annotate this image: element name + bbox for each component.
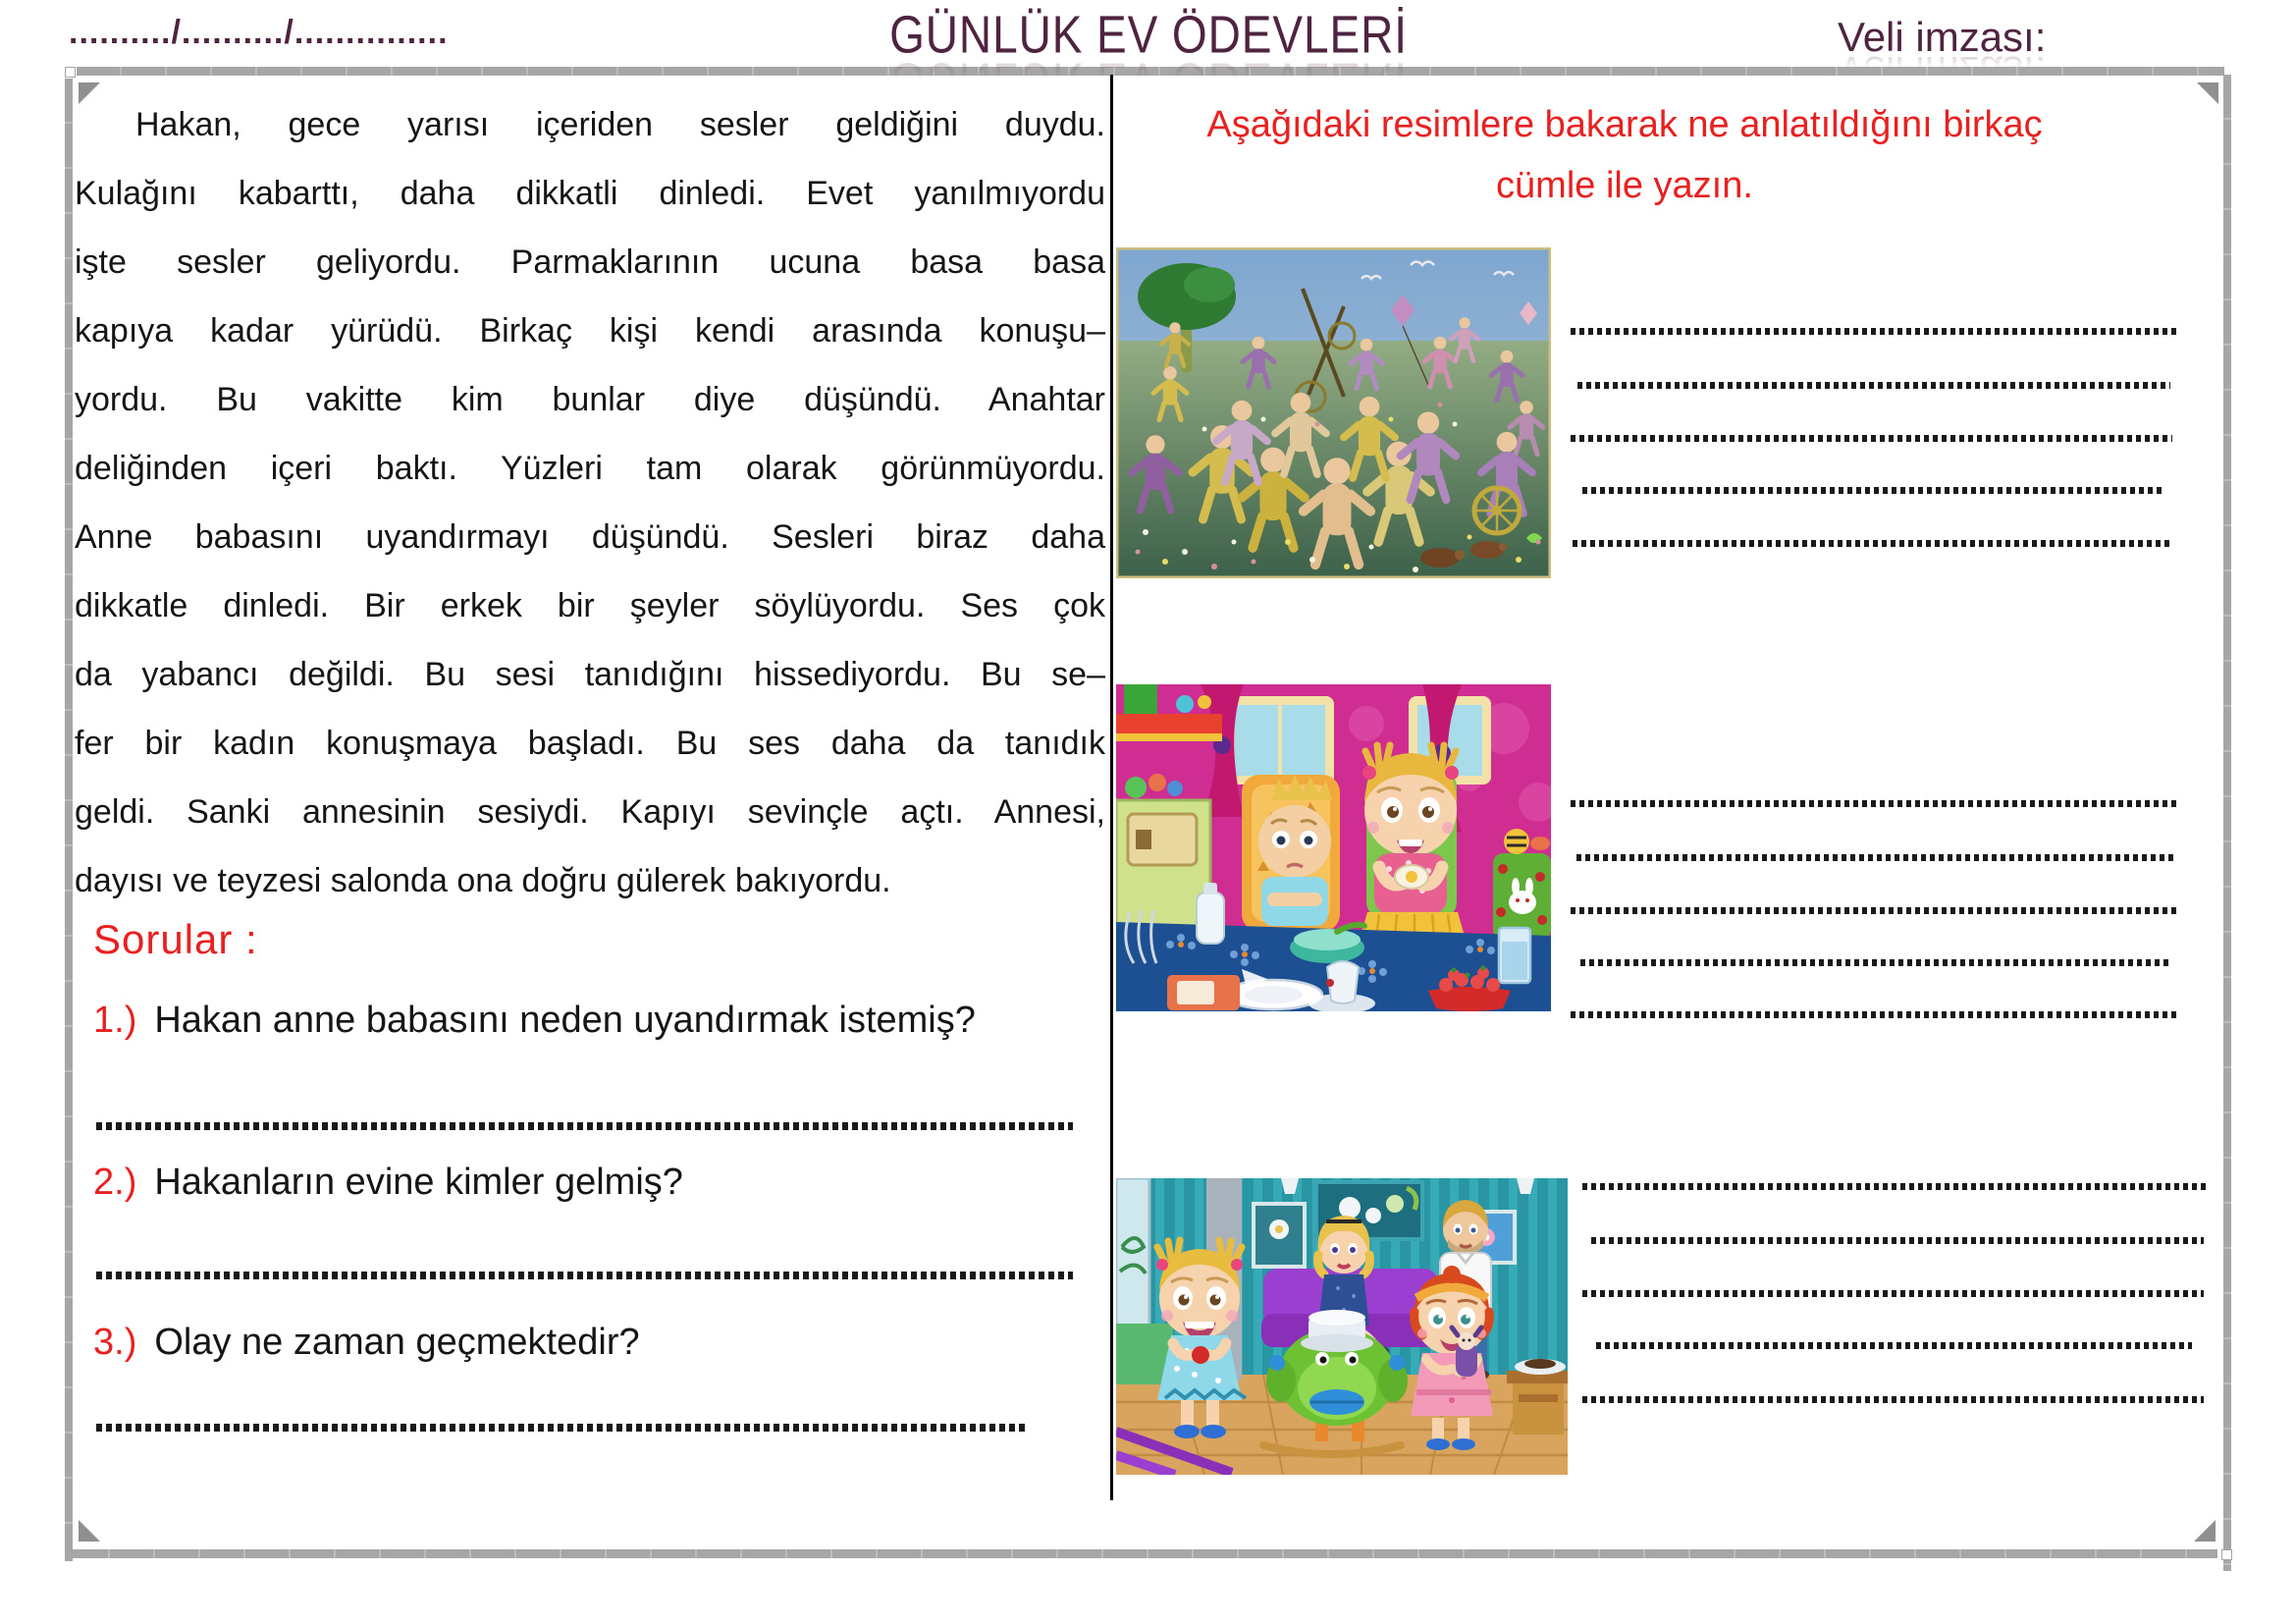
picture-kids-dining	[1116, 684, 1551, 1011]
picture-children-meadow	[1116, 247, 1551, 578]
questions-heading: Sorular :	[93, 916, 258, 962]
answer-line[interactable]	[1571, 435, 2172, 442]
border-corner-triangle-topright	[2197, 82, 2218, 104]
passage-line: dayısı ve teyzesi salonda ona doğru gülerek bakıyordu.	[75, 862, 891, 899]
answer-line[interactable]	[1582, 1290, 2204, 1297]
answer-line[interactable]	[1596, 1342, 2192, 1349]
passage-line: dikkatle dinledi. Bir erkek bir şeyler söylüyordu. Ses çok	[75, 587, 1105, 624]
question-3-number: 3.)	[93, 1322, 137, 1363]
answer-line[interactable]	[1571, 800, 2179, 807]
answer-line[interactable]	[1573, 540, 2172, 547]
answer-line[interactable]	[96, 1424, 1027, 1432]
passage-line: işte sesler geliyordu. Parmaklarının ucuna basa basa	[75, 244, 1105, 281]
answer-line[interactable]	[1571, 328, 2176, 335]
picture-family-livingroom	[1116, 1178, 1568, 1475]
question-3	[93, 1322, 640, 1364]
answer-line[interactable]	[1580, 959, 2169, 966]
dining-illustration	[1116, 684, 1551, 1011]
passage-line: fer bir kadın konuşmaya başladı. Bu ses daha da tanıdık	[75, 725, 1105, 762]
passage-line: deliğinden içeri baktı. Yüzleri tam olarak görünmüyordu.	[75, 450, 1105, 487]
border-corner-square-bottomright	[2221, 1549, 2232, 1560]
border-corner-square-topleft	[65, 67, 76, 78]
answer-line[interactable]	[1571, 907, 2177, 914]
question-1	[93, 1000, 976, 1042]
answer-line[interactable]	[1582, 1396, 2204, 1403]
passage-line: da yabancı değildi. Bu sesi tanıdığını hissediyordu. Bu se–	[75, 656, 1105, 693]
question-1-number: 1.)	[93, 1000, 137, 1041]
answer-line[interactable]	[1582, 1183, 2207, 1190]
picture-instruction-line2: cümle ile yazın.	[1496, 165, 1753, 206]
question-2-number: 2.)	[93, 1162, 137, 1203]
column-divider	[1110, 75, 1113, 1500]
answer-line[interactable]	[96, 1122, 1073, 1130]
border-corner-triangle-bottomleft	[79, 1520, 100, 1542]
page-border-right	[2223, 75, 2231, 1571]
answer-line[interactable]	[96, 1272, 1073, 1279]
page-border-left	[65, 79, 73, 1561]
passage-line: kapıya kadar yürüdü. Birkaç kişi kendi arasında konuşu–	[75, 312, 1105, 350]
passage-line: Anne babasını uyandırmayı düşündü. Sesleri biraz daha	[75, 518, 1105, 556]
meadow-painting-illustration	[1116, 247, 1551, 578]
answer-line[interactable]	[1576, 854, 2175, 861]
answer-line[interactable]	[1577, 382, 2170, 389]
question-1-text: Hakan anne babasını neden uyandırmak istemiş?	[154, 1000, 976, 1041]
picture-instruction-line1: Aşağıdaki resimlere bakarak ne anlatıldığını birkaç	[1206, 104, 2043, 145]
passage-line: yordu. Bu vakitte kim bunlar diye düşündü. Anahtar	[75, 381, 1105, 418]
reading-passage	[75, 90, 1105, 915]
passage-line: Kulağını kabarttı, daha dikkatli dinledi. Evet yanılmıyordu	[75, 175, 1105, 212]
page-border-top	[77, 67, 2224, 76]
answer-line[interactable]	[1571, 1011, 2176, 1018]
livingroom-illustration	[1116, 1178, 1568, 1475]
question-2-text: Hakanların evine kimler gelmiş?	[154, 1162, 683, 1203]
border-corner-triangle-bottomright	[2194, 1520, 2216, 1542]
parent-signature-label: Veli imzası:	[1838, 14, 2047, 60]
answer-line[interactable]	[1591, 1237, 2204, 1244]
page-border-bottom	[65, 1549, 2217, 1558]
answer-line[interactable]	[1582, 487, 2163, 494]
passage-line: Hakan, gece yarısı içeriden sesler geldiğini duydu.	[135, 106, 1105, 143]
question-3-text: Olay ne zaman geçmektedir?	[154, 1322, 640, 1363]
question-2	[93, 1162, 683, 1204]
page-title: GÜNLÜK EV ÖDEVLERİ	[888, 5, 1408, 65]
passage-line: geldi. Sanki annesinin sesiydi. Kapıyı sevinçle açtı. Annesi,	[75, 793, 1105, 831]
date-blank-line[interactable]: ........../........../...............	[69, 14, 449, 51]
